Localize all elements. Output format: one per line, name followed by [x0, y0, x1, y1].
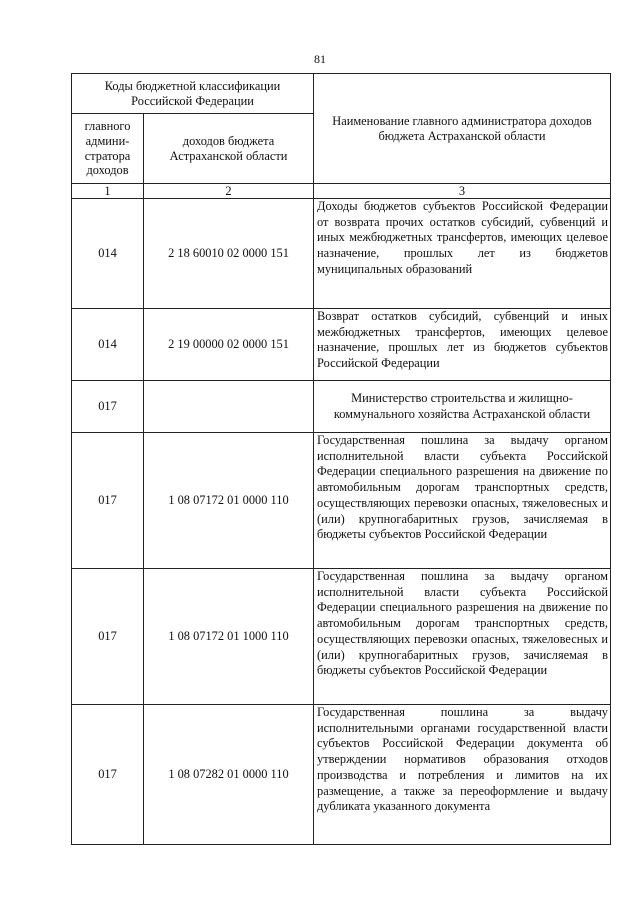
revenue-code: 1 08 07172 01 1000 110	[144, 569, 314, 705]
table-row	[72, 309, 611, 381]
budget-codes-table	[71, 73, 611, 845]
table-header-row	[72, 74, 611, 114]
ministry-name: Министерство строительства и жилищно-коммунального хозяйства Астраханской области	[314, 381, 611, 433]
table-row	[72, 433, 611, 569]
admin-code: 014	[72, 199, 144, 309]
revenue-code: 2 19 00000 02 0000 151	[144, 309, 314, 381]
revenue-code: 1 08 07282 01 0000 110	[144, 705, 314, 845]
revenue-code: 2 18 60010 02 0000 151	[144, 199, 314, 309]
revenue-code: 1 08 07172 01 0000 110	[144, 433, 314, 569]
table-row	[72, 199, 611, 309]
revenue-name: Государственная пошлина за выдачу органом исполнительной власти субъекта Российской Федерации специального разрешения на движение по автомобильным дорогам транспортных средств, осуществляющих перевозки опасных, тяжеловесных и (или) крупногабаритных грузов, зачисляемая в бюджеты субъектов Российской Федерации	[314, 433, 611, 569]
admin-code: 017	[72, 381, 144, 433]
name-column-header: Наименование главного администратора доходов бюджета Астраханской области	[314, 74, 611, 184]
revenue-name: Государственная пошлина за выдачу органом исполнительной власти субъекта Российской Федерации специального разрешения на движение по автомобильным дорогам транспортных средств, осуществляющих перевозки опасных, тяжеловесных и (или) крупногабаритных грузов, зачисляемая в бюджеты субъектов Российской Федерации	[314, 569, 611, 705]
revenue-code	[144, 381, 314, 433]
revenue-name: Доходы бюджетов субъектов Российской Федерации от возврата прочих остатков субсидий, субвенций и иных межбюджетных трансфертов, имеющих целевое назначение, прошлых лет из бюджетов муниципальных образований	[314, 199, 611, 309]
admin-code: 017	[72, 433, 144, 569]
codes-group-header: Коды бюджетной классификации Российской Федерации	[72, 74, 314, 114]
table-row	[72, 705, 611, 845]
admin-code: 014	[72, 309, 144, 381]
page-number: 81	[314, 52, 326, 66]
revenue-name: Государственная пошлина за выдачу исполнительными органами государственной власти субъектов Российской Федерации документа об утверждении нормативов образования отходов производства и потребления и лимитов на их размещение, а также за переоформление и выдачу дубликата указанного документа	[314, 705, 611, 845]
revenue-name: Возврат остатков субсидий, субвенций и иных межбюджетных трансфертов, имеющих целевое назначение, прошлых лет из бюджетов субъектов Российской Федерации	[314, 309, 611, 381]
column-numbers-row	[72, 184, 611, 199]
admin-code: 017	[72, 705, 144, 845]
column-number-2: 2	[144, 184, 314, 199]
table-row	[72, 569, 611, 705]
table-row-ministry	[72, 381, 611, 433]
column-number-3: 3	[314, 184, 611, 199]
column-number-1: 1	[72, 184, 144, 199]
revenue-column-header: доходов бюджета Астраханской области	[144, 114, 314, 184]
admin-code: 017	[72, 569, 144, 705]
admin-column-header: главного админи-стратора доходов	[72, 114, 144, 184]
